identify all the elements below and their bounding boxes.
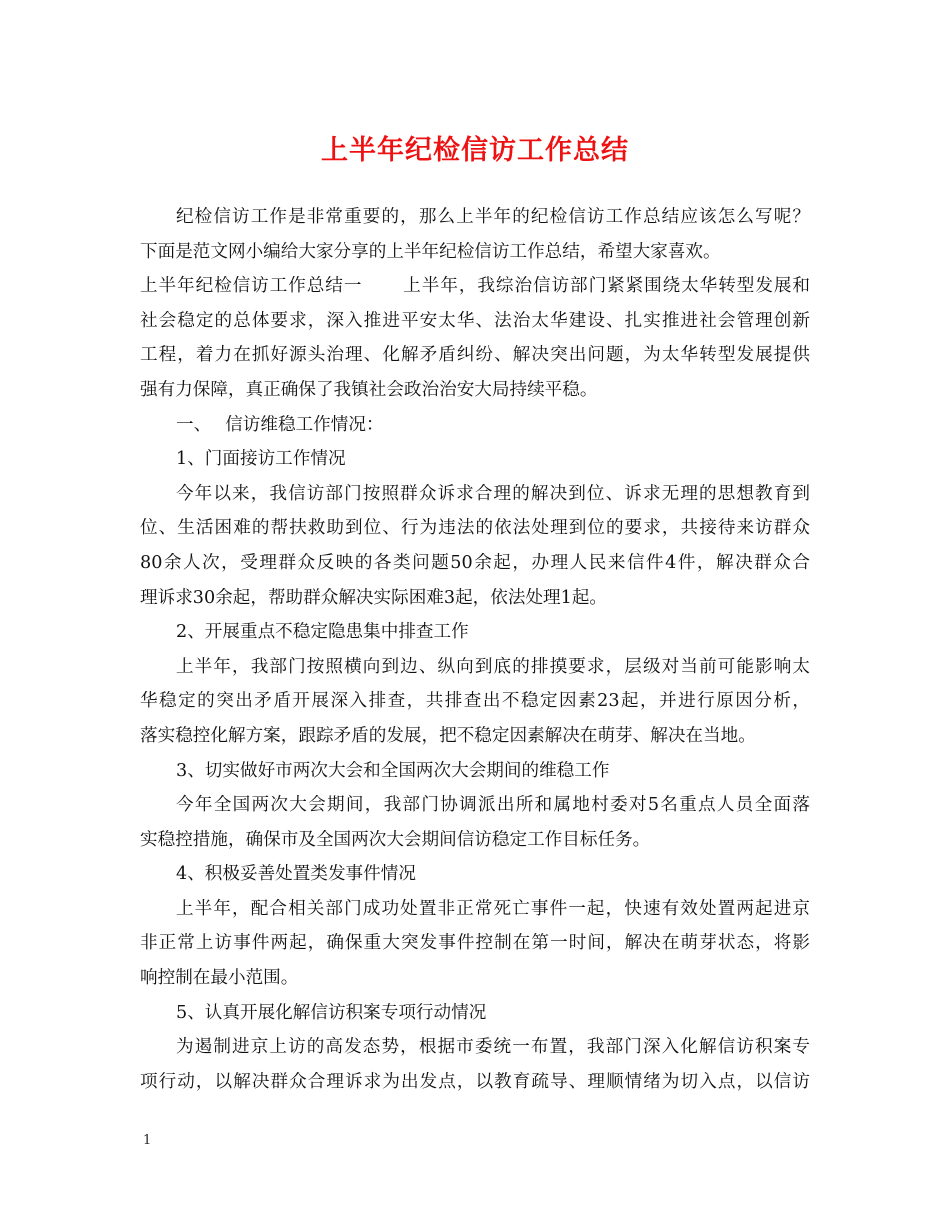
paragraph-line: 社会稳定的总体要求，深入推进平安太华、法治太华建设、扎实推进社会管理创新 (140, 310, 810, 331)
paragraph-line: 80余人次，受理群众反映的各类问题50余起，办理人民来信件4件，解决群众合 (140, 552, 810, 573)
paragraph-line: 纪检信访工作是非常重要的，那么上半年的纪检信访工作总结应该怎么写呢？ (176, 207, 810, 227)
paragraph-line: 实稳控措施，确保市及全国两次大会期间信访稳定工作目标任务。 (140, 829, 651, 850)
paragraph-line: 响控制在最小范围。 (140, 968, 299, 989)
section-heading: 上半年纪检信访工作总结一 (140, 276, 363, 297)
page-number: 1 (143, 1133, 152, 1148)
section-heading (140, 408, 810, 443)
heading-text: 信访维稳工作情况： (225, 414, 384, 435)
subsection-heading: 4、积极妥善处置类发事件情况 (176, 864, 416, 885)
paragraph-line: 理诉求30余起，帮助群众解决实际困难3起，依法处理1起。 (140, 587, 608, 608)
paragraph-line: 工程，着力在抓好源头治理、化解矛盾纠纷、解决突出问题，为太华转型发展提供 (140, 345, 810, 366)
paragraph-line: 落实稳控化解方案，跟踪矛盾的发展，把不稳定因素解决在萌芽、解决在当地。 (140, 725, 756, 746)
paragraph-line: 下面是范文网小编给大家分享的上半年纪检信访工作总结，希望大家喜欢。 (140, 241, 721, 262)
paragraph-line: 为遏制进京上访的高发态势，根据市委统一布置，我部门深入化解信访积案专 (176, 1037, 810, 1058)
paragraph-line (140, 269, 810, 304)
document-title: 上半年纪检信访工作总结 (321, 135, 629, 166)
paragraph-line: 今年全国两次大会期间，我部门协调派出所和属地村委对5名重点人员全面落 (176, 795, 810, 816)
paragraph-line: 华稳定的突出矛盾开展深入排查，共排查出不稳定因素23起，并进行原因分析， (140, 691, 810, 712)
paragraph-text: 上半年，我综治信访部门紧紧围绕太华转型发展和 (402, 276, 810, 297)
subsection-heading: 2、开展重点不稳定隐患集中排查工作 (176, 622, 469, 643)
subsection-heading: 1、门面接访工作情况 (176, 449, 346, 470)
paragraph-line: 上半年，我部门按照横向到边、纵向到底的排摸要求，层级对当前可能影响太 (176, 656, 810, 677)
document-body (140, 200, 810, 1099)
paragraph-line: 今年以来，我信访部门按照群众诉求合理的解决到位、诉求无理的思想教育到 (176, 483, 810, 504)
list-number: 一、 (176, 414, 212, 435)
paragraph-line: 位、生活困难的帮扶救助到位、行为违法的依法处理到位的要求，共接待来访群众 (140, 518, 810, 539)
paragraph-line: 项行动，以解决群众合理诉求为出发点，以教育疏导、理顺情绪为切入点，以信访 (140, 1071, 810, 1092)
subsection-heading: 3、切实做好市两次大会和全国两次大会期间的维稳工作 (176, 760, 610, 781)
paragraph-line: 非正常上访事件两起，确保重大突发事件控制在第一时间，解决在萌芽状态，将影 (140, 933, 810, 954)
paragraph-line: 强有力保障，真正确保了我镇社会政治治安大局持续平稳。 (140, 379, 598, 400)
subsection-heading: 5、认真开展化解信访积案专项行动情况 (176, 1002, 487, 1023)
paragraph-line: 上半年，配合相关部门成功处置非正常死亡事件一起，快速有效处置两起进京 (176, 898, 810, 919)
